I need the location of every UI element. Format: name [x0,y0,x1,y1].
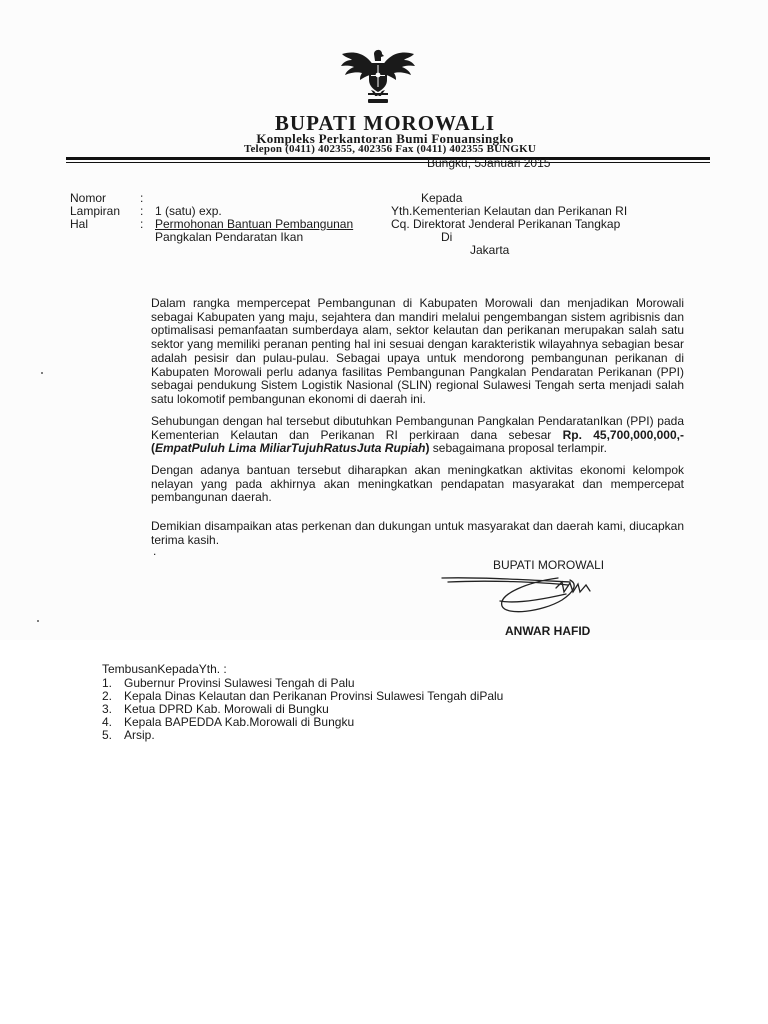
scan-speck [37,620,39,622]
letterhead-address: Kompleks Perkantoran Bumi Fonuansingko [256,131,514,146]
hal-value-line2: Pangkalan Pendaratan Ikan [155,230,304,244]
paragraph-2-text-start: Sehubungan dengan hal tersebut dibutuhkan Pembangunan Pangkalan PendaratanIkan (PPI) pada Kementerian Kelautan dan Perikanan RI perkiraan dana sebesar [151,414,684,442]
list-item-text: Kepala BAPEDDA Kab.Morowali di Bungku [124,715,355,729]
garuda-emblem-icon [338,44,418,106]
list-item-text: Gubernur Provinsi Sulawesi Tengah di Palu [124,676,355,690]
recipient-city: Jakarta [470,243,510,257]
tembusan-list [102,677,503,742]
letterhead-title: BUPATI MOROWALI [274,111,496,135]
list-item-number: 5. [102,728,113,742]
signatory-name: ANWAR HAFID [505,624,591,638]
letterhead-contact: Telepon (0411) 402355, 402356 Fax (0411) 402355 BUNGKU [243,143,537,155]
body-paragraph-3: Dengan adanya bantuan tersebut diharapkan akan meningkatkan aktivitas ekonomi kelompok nelayan yang pada akhirnya akan meningkatkan pendapatan masyarakat dan mempercepat pembangunan daerah. [151,463,684,505]
list-item-text: Ketua DPRD Kab. Morowali di Bungku [124,702,329,716]
lampiran-value: 1 (satu) exp. [155,204,222,218]
body-paragraph-2 [151,415,684,456]
handwritten-signature-icon [440,568,620,618]
recipient-kepada: Kepada [421,191,463,205]
hal-label: Hal [70,217,89,231]
paren-open: ( [151,441,155,456]
nomor-label: Nomor [70,191,107,205]
scan-speck [41,372,43,374]
letterhead-rule-thin [66,162,710,163]
list-item-number: 1. [102,676,113,690]
paragraph-2-text-end: sebagaimana proposal terlampir. [429,441,607,456]
letter-date: Bungku, 5Januari 2015 [427,156,551,170]
body-paragraph-1: Dalam rangka mempercepat Pembangunan di Kabupaten Morowali dan menjadikan Morowali sebagai Kabupaten yang maju, sejahtera dan mandiri melalui pengembangan sistem agribisnis dan optimalisasi pemanfaatan sumberdaya alam, sektor kelautan dan perikanan merupakan salah satu sektor yang memiliki peranan penting hal ini sesuai dengan karakteristik wilayahnya sebagian besar adalah pesisir dan pulau-pulau. Sebagai upaya untuk mendorong pembangunan perikanan di Kabupaten Morowali perlu adanya fasilitas Pembangunan Pangkalan Pendaratan Perikanan (PPI) sebagai pendukung Sistem Logistik Nasional (SLIN) regional Sulawesi Tengah serta menjadi salah satu lokomotif pembangunan ekonomi di daerah ini. [151,296,684,406]
recipient-line2: Cq. Direktorat Jenderal Perikanan Tangkap [391,217,621,231]
funding-amount-words: EmpatPuluh Lima MiliarTujuhRatusJuta Rupiah [155,441,426,456]
list-item-number: 2. [102,689,113,703]
nomor-colon: : [140,191,144,205]
recipient-line1: Yth.Kementerian Kelautan dan Perikanan RI [391,204,628,218]
lampiran-label: Lampiran [70,204,121,218]
hal-value-line1: Permohonan Bantuan Pembangunan [155,217,354,231]
tembusan-heading: TembusanKepadaYth. : [102,662,227,676]
list-item-number: 4. [102,715,113,729]
list-item-number: 3. [102,702,113,716]
list-item-text: Kepala Dinas Kelautan dan Perikanan Provinsi Sulawesi Tengah diPalu [124,689,504,703]
list-item [102,729,503,742]
funding-amount: Rp. 45,700,000,000,- [562,427,684,442]
list-item [102,716,503,729]
body-paragraph-4: Demikian disampaikan atas perkenan dan dukungan untuk masyarakat dan daerah kami, diucapkan terima kasih. [151,519,684,547]
stray-dot: . [153,544,157,558]
hal-colon: : [140,217,144,231]
lampiran-colon: : [140,204,144,218]
recipient-di: Di [441,230,453,244]
signature-office: BUPATI MOROWALI [493,558,605,572]
list-item-text: Arsip. [124,728,155,742]
letterhead-rule-thick [66,157,710,160]
paren-close: ) [425,441,430,456]
